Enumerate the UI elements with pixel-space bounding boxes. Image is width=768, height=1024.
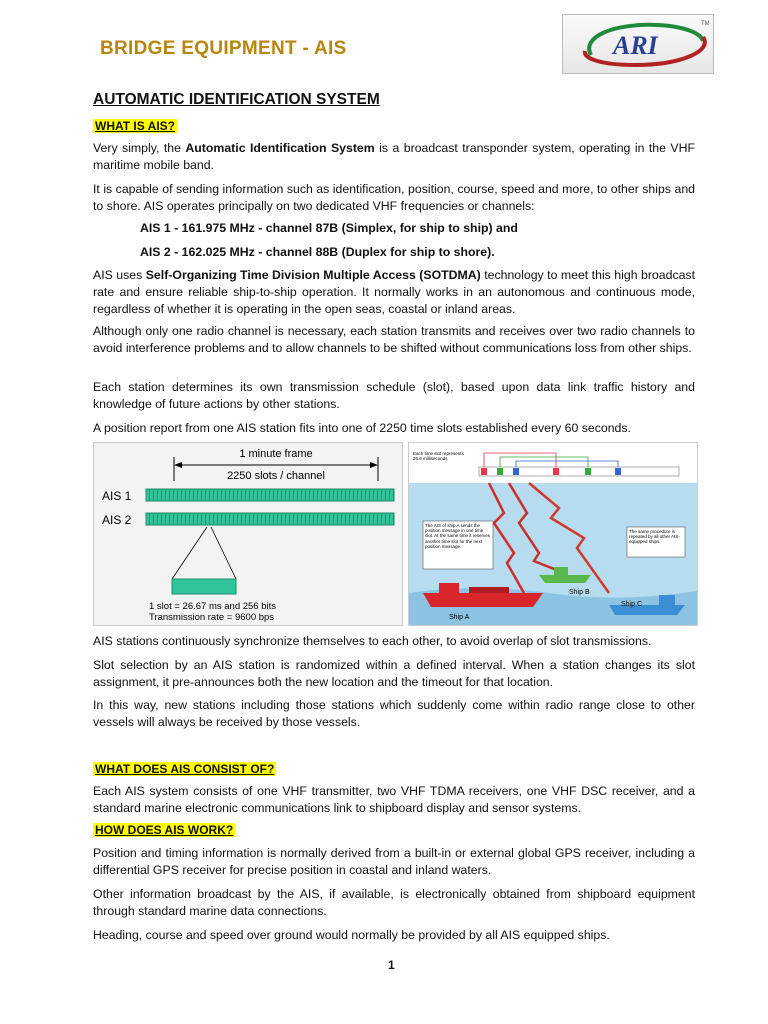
ship-broadcast-figure xyxy=(408,442,698,626)
note-ship-a: The AIS of ship A sends the position message in one time slot. At the same time it reserves another time slot for the next position message. xyxy=(425,523,491,549)
paragraph-heading-course: Heading, course and speed over ground would normally be provided by all AIS equipped ships. xyxy=(93,928,610,942)
question-consist-of: WHAT DOES AIS CONSIST OF? xyxy=(95,762,275,776)
paragraph-capabilities: It is capable of sending information such as identification, position, course, speed and more, to other ships and to shore. AIS operates principally on two dedicated VHF frequencies or channels: xyxy=(93,182,695,213)
page-number: 1 xyxy=(388,958,395,972)
frame-label: 1 minute frame xyxy=(239,448,313,460)
question-how-work: HOW DOES AIS WORK? xyxy=(95,823,234,837)
document-title: BRIDGE EQUIPMENT - AIS xyxy=(100,38,347,59)
ais1-label: AIS 1 xyxy=(102,489,132,503)
slots-label: 2250 slots / channel xyxy=(227,470,325,482)
slot-frame-figure xyxy=(93,442,403,626)
paragraph-other-info: Other information broadcast by the AIS, if available, is electronically obtained from shipboard equipment through standard marine data connections. xyxy=(93,887,695,918)
single-slot-enlarged xyxy=(172,579,236,594)
ais2-label: AIS 2 xyxy=(102,513,132,527)
paragraph-new-stations: In this way, new stations including those stations which suddenly come within radio range close to other vessels will always be received by those vessels. xyxy=(93,698,695,729)
note-time-slot: Each time slot represents 26.6 milliseconds xyxy=(413,451,464,461)
ship-b-label: Ship B xyxy=(569,589,590,596)
paragraph-gps: Position and timing information is normally derived from a built-in or external global GPS receiver, including a differential GPS receiver for precise position in coastal and inland waters. xyxy=(93,846,695,877)
paragraph-intro: Very simply, the Automatic Identification System is a broadcast transponder system, operating in the VHF maritime mobile band. xyxy=(93,141,696,172)
paragraph-components: Each AIS system consists of one VHF transmitter, two VHF TDMA receivers, one VHF DSC receiver, and a standard marine electronic communications link to shipboard display and sensor systems. xyxy=(93,784,695,815)
paragraph-schedule: Each station determines its own transmission schedule (slot), based upon data link traffic history and knowledge of future actions by other stations. xyxy=(93,380,695,411)
paragraph-sotdma: AIS uses Self-Organizing Time Division Multiple Access (SOTDMA) technology to meet this high broadcast rate and ensure reliable ship-to-ship operation. It normally works in an autonomous and continuous mode, regardless of whether it is operating in the open seas, coastal or inland areas. xyxy=(93,268,695,316)
logo-text: ARI xyxy=(613,31,658,60)
rate-info: Transmission rate = 9600 bps xyxy=(149,612,275,623)
paragraph-position-report: A position report from one AIS station fits into one of 2250 time slots established every 60 seconds. xyxy=(93,421,631,435)
ship-c-label: Ship C xyxy=(621,601,643,608)
channel-ais2: AIS 2 - 162.025 MHz - channel 88B (Duplex for ship to shore). xyxy=(140,245,495,259)
ship-a-label: Ship A xyxy=(449,614,470,621)
ais1-slot-bar xyxy=(146,489,394,501)
question-what-is-ais: WHAT IS AIS? xyxy=(95,119,175,133)
ari-logo xyxy=(562,14,714,74)
paragraph-synchronize: AIS stations continuously synchronize themselves to each other, to avoid overlap of slot transmissions. xyxy=(93,634,652,648)
slot-info: 1 slot = 26.67 ms and 256 bits xyxy=(149,601,277,612)
ais2-slot-bar xyxy=(146,513,394,525)
note-same-procedure: The same procedure is repeated by all other AIS-equipped ships. xyxy=(629,529,680,545)
channel-ais1: AIS 1 - 161.975 MHz - channel 87B (Simplex, for ship to ship) and xyxy=(140,221,518,235)
paragraph-slot-selection: Slot selection by an AIS station is randomized within a defined interval. When a station changes its slot assignment, it pre-announces both the new location and the timeout for that location. xyxy=(93,658,695,689)
section-heading: AUTOMATIC IDENTIFICATION SYSTEM xyxy=(93,91,380,108)
logo-tm: TM xyxy=(701,21,710,27)
paragraph-channels: Although only one radio channel is necessary, each station transmits and receives over two radio channels to avoid interference problems and to allow channels to be shifted without communications loss from other ships. xyxy=(93,324,695,355)
